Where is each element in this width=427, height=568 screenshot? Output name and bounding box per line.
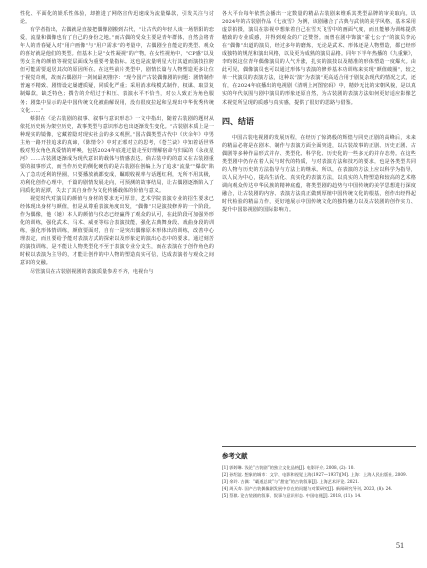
section-heading: 四、结语 (222, 116, 254, 126)
body-paragraph: 性化、平面化的娱乐性体验，却推进了网络宣传迅速成为流量爆款，引发关注与讨论。 (20, 11, 214, 26)
body-paragraph: 有学者指出，古偶就是直接把偶像剧搬到古代，“让古代的年轻人谈一场帮阳的恋爱，流量和偶像也有了自己的身份之地。”而古偶的受众主要是青年群体，自然会将青年人的青春疑入对“用户画像”与“用户需求”的考量中，古偶剧全自能定的类型、观众的喜好就是他们的类型。但基本上是“女性凝视”的产物。在女性视角中，“CP感”以及男女主角的颜值等视觉层面成为重要考量指标。这也是流量明星大行其道而演技拉胯但可能需要退居其次的原因所在。在这些前片类型中，剧情长篇与人物塑造更多让位于视觉奇观，故而古偶剧并一剑间最初推序：“现今国产古装偶像剧的问题：剧情制作普遍不精致、剧情设定屡遭质疑，同质化严重；采用消求线模式制作，权谋、取景复制爆款，缺乏特色；撰告的介绍过于积压、表演水平不恰当，对公人致正为角色服务；剧集中显示的是中国传统文化被曲解误用，没有很度拉起和呈现出中华优秀传统文化……” (20, 27, 214, 114)
page-number: 51 (396, 541, 404, 550)
references-divider (222, 446, 416, 447)
reference-item: [5] 蔡骐. 论古装剧的叙事、叙事与意识形态. 中国电视[J]. 2018, (11): 14. (222, 493, 362, 498)
body-paragraph: 各大平台每年依然会播出一定数量的精品古装剧来维系其类型品牌的审美取向。以2024年的古装剧作品《七夜雪》为例，该剧融合了古典与武侠的美学风格，基本采用虚景拍摄，演员在影视中想象着自己在雪天飞雪中的画面气度，而且能够为训练提供精致的专业质感，并得到观众的广泛赞誉。而曾在剧中饰演“霍七公子”的演员李沁在“偶像”出道的演员，经过多年的磨炼，无论是武术、形体还是人物塑造，都已经形成独特的规范和演出风格，以及更为成熟的演员品格。同年下半年热播的《九重紫》，李昀锐这位青年偶像演员的人气升涨，扎实的演技以及精准的形体塑造一度爆火。由此可见，偶像演员也可以通过形体与表演的修养基本功训练来实现“颜值破圈”，较之单一代演员的表演方法，这种以“演”为表演“更高适合用于剧复杂现代的情况之式，还有，在2024年底播出的电视剧《清明上河图密码》中，精妙无比的宋朝风貌，是以真实的年代氛围与剧中演员的形象还原自然，为古装剧的表演方法如何更好适应影像艺术视觉所呈现的质感与真实感，提供了很好的思路与借鉴。 (222, 11, 416, 106)
left-column (20, 10, 214, 276)
reference-item: [2] 孙绍谊. 想象的城市：文学、电影和视觉上海(1927—1937)[M]. 上海：上海人民出版社, 2009. (222, 472, 408, 477)
right-column (222, 10, 416, 214)
references-heading: 参考文献 (222, 452, 248, 460)
body-paragraph: 中国古装电视剧的发展历程，在经历了惊鸿般的辉煌与同史正剧的高峰后，未来的精品必将是在剧本、制作与表演方面全面突进，以古装故事的正剧、历史正剧、古偶剧等多种作品形式并存、类型化、科学化、历史化的一些多元的并存态势。在这些类型剧中仍存在着人民与时代的特质，与对表演方法和技巧的要求，也是各类型共同的人物与历史的方法指导与方法上的继承。所以，在表演的方法上应以科学为指导，以人民为中心，提高生活化、真实化的表演方法，以真实的人物塑造和较高的艺术格调向观众传达中华民族的精神底蕴，将类型剧的趋势与中国传统的美学思想进行深度融合，让古装剧的内容、表演方法真正做到厚植中国传统文化的根基，创作出经得起时代检验的精品力作，更好地展示中国传统文化的独特魅力以及古装剧的创作实力、提升中国影视剧的国际影响力。 (222, 134, 416, 213)
reference-item: [4] 周天寿. 国产古装偶像剧发展中存在的问题与对策研究[J]. 新闻研究导刊, 2023, (8): 24. (222, 486, 393, 491)
body-paragraph: 尽管演员在古装剧视剧的表演质量参差不齐，电视台与 (30, 268, 154, 275)
reference-item: [1] 郭婷琳. 浅论“古装剧”的独立文化品格[J]. 电影评介, 2008, (2): 10. (222, 465, 355, 470)
body-paragraph: 视觉时代对演员的颜值与身材的要求无可厚非，艺术学院表演专业的招生要求已经体现出身材与颜值，但是从尊重表演角度出发，“偶像”只是演技修养的一个阶段。作为偶像，他（她）本人的颜值与仪态已经赢得了观众的认可，在此阶段可加强外形化的训练，强化武术、马术、威亚等综合表演技能，强化古典舞身段、戏曲身段的训练，强化形体情训练，颜值要面对，自有一是突出偶像原本形体出的训练，改善中心理表定，而且要给予能对表演方式的探索以及形象定的演出心态中的要求。通过刻苦的演技训练，是不能让人物类型化不至于表演专业分支生，而在表演在于创作角色的时候以表演为主导的，才能让创作的中人物的塑造真实可信，达成表演者与观众之间意识的交融。 (20, 196, 214, 267)
body-paragraph: 蔡骐在《论古装剧的叙事、叙事与意识形态》一文中指出，随着古装剧的题材从依托历史转为架空历史，故事类型与意识形态也出逐渐发生变化。“古装剧本质上是一种现实的镜像，它藏着隐对现实社会的多义观照。”国古偶类型古代中《庆余年》中男主角一路开挂追求的真谛，《陈情令》中对正邪对立的思考，《苍兰诀》中知着话世界般对男女角色真爱情的呼唤，包括2024年底进过量走至好理解宿命与归属的《永夜星河》……古装剧逐渐成为现代意识的载体与情感表达。倘古装中的的意义在古装剧重要的叙事形式，而当作历史的侧化硬伤的是古装剧在创编上为了追求“流量”“爆款”陷入了急功近利的怪圈，只要播放就都变成，瞩眼收视率与话题红利，无所不用其极，功利化创作心理中，千篇的剧情发展走向，可预测的故事结局，让古偶剧逐渐陷入了同质化的泥潭，失去了其自身作为文化传播载体的价值与意义。 (20, 115, 214, 195)
references-section (222, 446, 416, 499)
reference-item: [3] 余玲. 古偶：“霸道总裁”与“甜宠”的古装叙事[J]. 上海艺术评论, 2021. (222, 479, 360, 484)
